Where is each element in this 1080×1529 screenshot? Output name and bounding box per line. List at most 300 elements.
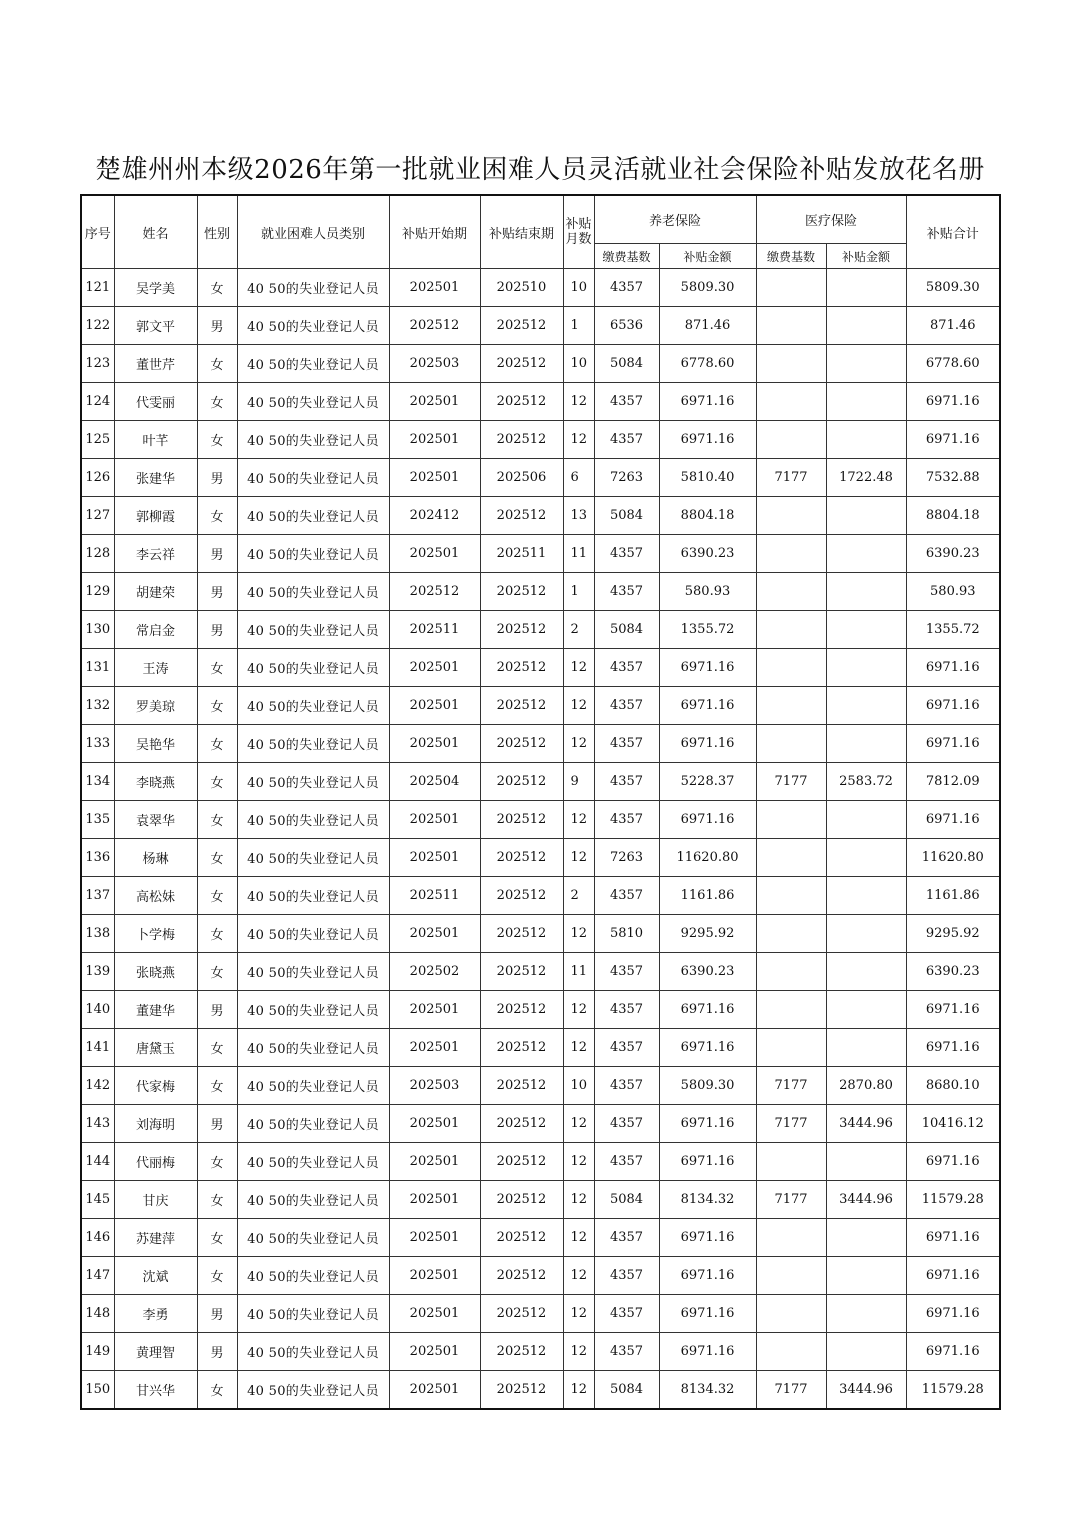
cell-pension-base: 4357 bbox=[594, 1029, 659, 1067]
table-row bbox=[81, 345, 1000, 383]
cell-name: 唐黛玉 bbox=[114, 1029, 197, 1067]
cell-months: 12 bbox=[563, 725, 594, 763]
header-months-line1: 补贴 bbox=[565, 217, 592, 232]
cell-total: 11620.80 bbox=[906, 839, 1000, 877]
cell-category: 40 50的失业登记人员 bbox=[237, 953, 389, 991]
cell-total: 11579.28 bbox=[906, 1371, 1000, 1410]
cell-pension-base: 4357 bbox=[594, 801, 659, 839]
cell-name: 高松妹 bbox=[114, 877, 197, 915]
cell-gender: 女 bbox=[197, 1257, 237, 1295]
cell-seq: 124 bbox=[81, 383, 114, 421]
cell-pension-base: 7263 bbox=[594, 459, 659, 497]
cell-seq: 148 bbox=[81, 1295, 114, 1333]
cell-pension-amount: 1355.72 bbox=[659, 611, 756, 649]
cell-end-period: 202512 bbox=[480, 839, 563, 877]
cell-start-period: 202501 bbox=[389, 801, 480, 839]
cell-total: 6971.16 bbox=[906, 991, 1000, 1029]
cell-months: 1 bbox=[563, 573, 594, 611]
cell-start-period: 202501 bbox=[389, 1029, 480, 1067]
cell-medical-amount bbox=[826, 269, 906, 307]
table-row bbox=[81, 1333, 1000, 1371]
cell-seq: 133 bbox=[81, 725, 114, 763]
header-name: 姓名 bbox=[114, 195, 197, 269]
cell-months: 12 bbox=[563, 991, 594, 1029]
cell-months: 2 bbox=[563, 611, 594, 649]
cell-pension-base: 4357 bbox=[594, 1143, 659, 1181]
header-pension-amount: 补贴金额 bbox=[659, 244, 756, 269]
cell-medical-amount bbox=[826, 1295, 906, 1333]
cell-medical-base bbox=[756, 269, 826, 307]
cell-medical-base bbox=[756, 649, 826, 687]
cell-pension-base: 5084 bbox=[594, 1371, 659, 1410]
cell-pension-base: 5084 bbox=[594, 345, 659, 383]
cell-category: 40 50的失业登记人员 bbox=[237, 421, 389, 459]
cell-end-period: 202511 bbox=[480, 535, 563, 573]
table-row bbox=[81, 459, 1000, 497]
cell-months: 12 bbox=[563, 839, 594, 877]
cell-start-period: 202501 bbox=[389, 915, 480, 953]
cell-pension-amount: 6971.16 bbox=[659, 801, 756, 839]
cell-pension-base: 4357 bbox=[594, 763, 659, 801]
cell-total: 11579.28 bbox=[906, 1181, 1000, 1219]
cell-gender: 女 bbox=[197, 763, 237, 801]
table-row bbox=[81, 1105, 1000, 1143]
cell-category: 40 50的失业登记人员 bbox=[237, 1143, 389, 1181]
cell-pension-base: 4357 bbox=[594, 535, 659, 573]
cell-medical-base bbox=[756, 1219, 826, 1257]
cell-start-period: 202501 bbox=[389, 1333, 480, 1371]
cell-medical-amount: 2870.80 bbox=[826, 1067, 906, 1105]
cell-pension-amount: 11620.80 bbox=[659, 839, 756, 877]
cell-category: 40 50的失业登记人员 bbox=[237, 877, 389, 915]
cell-seq: 129 bbox=[81, 573, 114, 611]
cell-gender: 男 bbox=[197, 611, 237, 649]
cell-months: 12 bbox=[563, 1143, 594, 1181]
table-row bbox=[81, 991, 1000, 1029]
header-medical-amount: 补贴金额 bbox=[826, 244, 906, 269]
cell-total: 1355.72 bbox=[906, 611, 1000, 649]
cell-seq: 140 bbox=[81, 991, 114, 1029]
table-row bbox=[81, 1219, 1000, 1257]
cell-seq: 150 bbox=[81, 1371, 114, 1410]
cell-total: 5809.30 bbox=[906, 269, 1000, 307]
cell-pension-base: 4357 bbox=[594, 1295, 659, 1333]
cell-total: 6971.16 bbox=[906, 1257, 1000, 1295]
cell-name: 甘兴华 bbox=[114, 1371, 197, 1410]
cell-gender: 女 bbox=[197, 1143, 237, 1181]
table-row bbox=[81, 1067, 1000, 1105]
cell-medical-amount: 3444.96 bbox=[826, 1105, 906, 1143]
cell-end-period: 202512 bbox=[480, 307, 563, 345]
cell-pension-amount: 6971.16 bbox=[659, 687, 756, 725]
cell-total: 6390.23 bbox=[906, 953, 1000, 991]
cell-name: 郭柳霞 bbox=[114, 497, 197, 535]
cell-end-period: 202512 bbox=[480, 421, 563, 459]
cell-medical-base bbox=[756, 307, 826, 345]
cell-total: 6971.16 bbox=[906, 801, 1000, 839]
cell-seq: 131 bbox=[81, 649, 114, 687]
table-row bbox=[81, 307, 1000, 345]
cell-end-period: 202512 bbox=[480, 801, 563, 839]
subsidy-roster-table bbox=[80, 194, 1001, 1410]
cell-name: 吴学美 bbox=[114, 269, 197, 307]
cell-start-period: 202502 bbox=[389, 953, 480, 991]
cell-pension-base: 4357 bbox=[594, 1067, 659, 1105]
cell-pension-amount: 6971.16 bbox=[659, 991, 756, 1029]
cell-name: 张晓燕 bbox=[114, 953, 197, 991]
cell-medical-amount: 3444.96 bbox=[826, 1181, 906, 1219]
cell-name: 郭文平 bbox=[114, 307, 197, 345]
cell-medical-amount bbox=[826, 801, 906, 839]
cell-name: 董世芹 bbox=[114, 345, 197, 383]
cell-gender: 男 bbox=[197, 573, 237, 611]
cell-medical-base: 7177 bbox=[756, 1105, 826, 1143]
cell-name: 罗美琼 bbox=[114, 687, 197, 725]
cell-gender: 女 bbox=[197, 1219, 237, 1257]
cell-pension-base: 5084 bbox=[594, 611, 659, 649]
cell-start-period: 202501 bbox=[389, 1105, 480, 1143]
cell-pension-base: 4357 bbox=[594, 421, 659, 459]
table-row bbox=[81, 649, 1000, 687]
cell-category: 40 50的失业登记人员 bbox=[237, 687, 389, 725]
cell-name: 代丽梅 bbox=[114, 1143, 197, 1181]
cell-start-period: 202512 bbox=[389, 307, 480, 345]
cell-medical-base bbox=[756, 1257, 826, 1295]
cell-end-period: 202512 bbox=[480, 1181, 563, 1219]
cell-pension-amount: 6971.16 bbox=[659, 421, 756, 459]
cell-medical-amount bbox=[826, 611, 906, 649]
cell-seq: 142 bbox=[81, 1067, 114, 1105]
cell-medical-base: 7177 bbox=[756, 1067, 826, 1105]
cell-months: 12 bbox=[563, 649, 594, 687]
cell-category: 40 50的失业登记人员 bbox=[237, 497, 389, 535]
cell-pension-base: 5084 bbox=[594, 1181, 659, 1219]
cell-months: 2 bbox=[563, 877, 594, 915]
cell-seq: 135 bbox=[81, 801, 114, 839]
cell-pension-base: 7263 bbox=[594, 839, 659, 877]
cell-pension-base: 4357 bbox=[594, 877, 659, 915]
cell-total: 580.93 bbox=[906, 573, 1000, 611]
cell-name: 苏建萍 bbox=[114, 1219, 197, 1257]
cell-category: 40 50的失业登记人员 bbox=[237, 725, 389, 763]
cell-gender: 女 bbox=[197, 383, 237, 421]
cell-category: 40 50的失业登记人员 bbox=[237, 801, 389, 839]
cell-start-period: 202501 bbox=[389, 1181, 480, 1219]
cell-pension-amount: 6390.23 bbox=[659, 535, 756, 573]
cell-medical-amount bbox=[826, 687, 906, 725]
cell-seq: 126 bbox=[81, 459, 114, 497]
cell-months: 11 bbox=[563, 535, 594, 573]
cell-seq: 122 bbox=[81, 307, 114, 345]
cell-name: 叶芊 bbox=[114, 421, 197, 459]
cell-category: 40 50的失业登记人员 bbox=[237, 1371, 389, 1410]
cell-medical-base bbox=[756, 839, 826, 877]
cell-category: 40 50的失业登记人员 bbox=[237, 649, 389, 687]
cell-total: 7532.88 bbox=[906, 459, 1000, 497]
cell-gender: 男 bbox=[197, 1295, 237, 1333]
cell-medical-base bbox=[756, 1295, 826, 1333]
cell-start-period: 202501 bbox=[389, 1257, 480, 1295]
cell-gender: 男 bbox=[197, 991, 237, 1029]
cell-gender: 男 bbox=[197, 535, 237, 573]
cell-medical-amount bbox=[826, 1257, 906, 1295]
table-row bbox=[81, 1371, 1000, 1410]
cell-medical-base bbox=[756, 725, 826, 763]
cell-pension-amount: 6971.16 bbox=[659, 1143, 756, 1181]
cell-seq: 141 bbox=[81, 1029, 114, 1067]
cell-name: 甘庆 bbox=[114, 1181, 197, 1219]
cell-medical-base bbox=[756, 1029, 826, 1067]
cell-category: 40 50的失业登记人员 bbox=[237, 611, 389, 649]
cell-pension-base: 5810 bbox=[594, 915, 659, 953]
cell-total: 6971.16 bbox=[906, 1333, 1000, 1371]
cell-pension-amount: 6390.23 bbox=[659, 953, 756, 991]
cell-medical-base bbox=[756, 573, 826, 611]
header-gender: 性别 bbox=[197, 195, 237, 269]
cell-seq: 138 bbox=[81, 915, 114, 953]
cell-total: 6971.16 bbox=[906, 1219, 1000, 1257]
cell-start-period: 202501 bbox=[389, 1295, 480, 1333]
cell-seq: 130 bbox=[81, 611, 114, 649]
table-row bbox=[81, 725, 1000, 763]
cell-medical-base bbox=[756, 991, 826, 1029]
cell-months: 10 bbox=[563, 1067, 594, 1105]
cell-pension-amount: 6971.16 bbox=[659, 1029, 756, 1067]
cell-name: 李云祥 bbox=[114, 535, 197, 573]
table-row bbox=[81, 801, 1000, 839]
cell-months: 13 bbox=[563, 497, 594, 535]
cell-end-period: 202512 bbox=[480, 649, 563, 687]
cell-pension-base: 4357 bbox=[594, 953, 659, 991]
cell-start-period: 202503 bbox=[389, 1067, 480, 1105]
table-row bbox=[81, 1029, 1000, 1067]
cell-end-period: 202512 bbox=[480, 1333, 563, 1371]
header-medical-base: 缴费基数 bbox=[756, 244, 826, 269]
cell-name: 胡建荣 bbox=[114, 573, 197, 611]
cell-pension-amount: 6971.16 bbox=[659, 383, 756, 421]
cell-start-period: 202501 bbox=[389, 725, 480, 763]
cell-medical-amount bbox=[826, 497, 906, 535]
cell-gender: 女 bbox=[197, 839, 237, 877]
cell-gender: 男 bbox=[197, 459, 237, 497]
cell-start-period: 202501 bbox=[389, 649, 480, 687]
cell-medical-base bbox=[756, 1333, 826, 1371]
cell-pension-amount: 5809.30 bbox=[659, 1067, 756, 1105]
cell-pension-amount: 8134.32 bbox=[659, 1181, 756, 1219]
cell-medical-amount bbox=[826, 383, 906, 421]
cell-pension-amount: 5809.30 bbox=[659, 269, 756, 307]
cell-start-period: 202511 bbox=[389, 611, 480, 649]
cell-months: 12 bbox=[563, 383, 594, 421]
cell-pension-base: 6536 bbox=[594, 307, 659, 345]
cell-medical-base bbox=[756, 535, 826, 573]
cell-total: 8680.10 bbox=[906, 1067, 1000, 1105]
cell-medical-base bbox=[756, 611, 826, 649]
cell-name: 李勇 bbox=[114, 1295, 197, 1333]
cell-months: 10 bbox=[563, 345, 594, 383]
cell-pension-amount: 6971.16 bbox=[659, 1257, 756, 1295]
cell-end-period: 202512 bbox=[480, 687, 563, 725]
cell-total: 6971.16 bbox=[906, 1295, 1000, 1333]
cell-seq: 143 bbox=[81, 1105, 114, 1143]
cell-end-period: 202512 bbox=[480, 915, 563, 953]
cell-gender: 女 bbox=[197, 877, 237, 915]
cell-total: 6778.60 bbox=[906, 345, 1000, 383]
cell-months: 12 bbox=[563, 1029, 594, 1067]
cell-category: 40 50的失业登记人员 bbox=[237, 1105, 389, 1143]
cell-pension-amount: 1161.86 bbox=[659, 877, 756, 915]
cell-start-period: 202511 bbox=[389, 877, 480, 915]
cell-medical-base bbox=[756, 801, 826, 839]
cell-pension-base: 4357 bbox=[594, 725, 659, 763]
table-header bbox=[81, 195, 1000, 269]
cell-name: 常启金 bbox=[114, 611, 197, 649]
cell-end-period: 202512 bbox=[480, 611, 563, 649]
cell-total: 10416.12 bbox=[906, 1105, 1000, 1143]
cell-seq: 134 bbox=[81, 763, 114, 801]
cell-start-period: 202512 bbox=[389, 573, 480, 611]
cell-months: 1 bbox=[563, 307, 594, 345]
cell-category: 40 50的失业登记人员 bbox=[237, 1257, 389, 1295]
table-body bbox=[81, 269, 1000, 1410]
cell-pension-base: 4357 bbox=[594, 1105, 659, 1143]
cell-gender: 女 bbox=[197, 915, 237, 953]
table-row bbox=[81, 953, 1000, 991]
cell-category: 40 50的失业登记人员 bbox=[237, 459, 389, 497]
cell-pension-amount: 6971.16 bbox=[659, 649, 756, 687]
cell-name: 王涛 bbox=[114, 649, 197, 687]
cell-start-period: 202501 bbox=[389, 383, 480, 421]
cell-end-period: 202512 bbox=[480, 497, 563, 535]
cell-name: 代家梅 bbox=[114, 1067, 197, 1105]
cell-months: 12 bbox=[563, 1219, 594, 1257]
cell-months: 12 bbox=[563, 1181, 594, 1219]
cell-end-period: 202512 bbox=[480, 1371, 563, 1410]
table-row bbox=[81, 687, 1000, 725]
cell-seq: 147 bbox=[81, 1257, 114, 1295]
cell-pension-amount: 5810.40 bbox=[659, 459, 756, 497]
header-total: 补贴合计 bbox=[906, 195, 1000, 269]
cell-months: 10 bbox=[563, 269, 594, 307]
table-row bbox=[81, 1257, 1000, 1295]
table-row bbox=[81, 1181, 1000, 1219]
cell-total: 6971.16 bbox=[906, 687, 1000, 725]
cell-total: 1161.86 bbox=[906, 877, 1000, 915]
cell-medical-base bbox=[756, 877, 826, 915]
cell-months: 12 bbox=[563, 1105, 594, 1143]
cell-medical-amount bbox=[826, 345, 906, 383]
cell-category: 40 50的失业登记人员 bbox=[237, 573, 389, 611]
cell-pension-base: 4357 bbox=[594, 649, 659, 687]
cell-category: 40 50的失业登记人员 bbox=[237, 1181, 389, 1219]
cell-medical-amount bbox=[826, 535, 906, 573]
cell-seq: 144 bbox=[81, 1143, 114, 1181]
cell-total: 6971.16 bbox=[906, 725, 1000, 763]
cell-medical-base bbox=[756, 687, 826, 725]
cell-medical-base: 7177 bbox=[756, 763, 826, 801]
cell-months: 12 bbox=[563, 801, 594, 839]
cell-category: 40 50的失业登记人员 bbox=[237, 1295, 389, 1333]
header-medical: 医疗保险 bbox=[756, 195, 906, 244]
cell-pension-amount: 580.93 bbox=[659, 573, 756, 611]
cell-category: 40 50的失业登记人员 bbox=[237, 1029, 389, 1067]
cell-medical-base: 7177 bbox=[756, 1371, 826, 1410]
cell-total: 871.46 bbox=[906, 307, 1000, 345]
cell-total: 6390.23 bbox=[906, 535, 1000, 573]
cell-months: 11 bbox=[563, 953, 594, 991]
cell-seq: 132 bbox=[81, 687, 114, 725]
cell-name: 李晓燕 bbox=[114, 763, 197, 801]
cell-medical-amount bbox=[826, 1219, 906, 1257]
cell-medical-amount bbox=[826, 1333, 906, 1371]
cell-gender: 女 bbox=[197, 1067, 237, 1105]
cell-pension-amount: 6778.60 bbox=[659, 345, 756, 383]
cell-medical-base bbox=[756, 953, 826, 991]
cell-category: 40 50的失业登记人员 bbox=[237, 1219, 389, 1257]
cell-name: 卜学梅 bbox=[114, 915, 197, 953]
cell-total: 6971.16 bbox=[906, 1029, 1000, 1067]
cell-end-period: 202512 bbox=[480, 345, 563, 383]
header-pension: 养老保险 bbox=[594, 195, 756, 244]
cell-end-period: 202512 bbox=[480, 383, 563, 421]
cell-pension-base: 4357 bbox=[594, 383, 659, 421]
cell-start-period: 202501 bbox=[389, 269, 480, 307]
table-row bbox=[81, 1295, 1000, 1333]
cell-name: 黄理智 bbox=[114, 1333, 197, 1371]
cell-category: 40 50的失业登记人员 bbox=[237, 991, 389, 1029]
cell-seq: 139 bbox=[81, 953, 114, 991]
cell-pension-amount: 6971.16 bbox=[659, 1333, 756, 1371]
header-pension-base: 缴费基数 bbox=[594, 244, 659, 269]
cell-medical-base bbox=[756, 345, 826, 383]
cell-seq: 136 bbox=[81, 839, 114, 877]
cell-category: 40 50的失业登记人员 bbox=[237, 535, 389, 573]
cell-end-period: 202512 bbox=[480, 763, 563, 801]
cell-category: 40 50的失业登记人员 bbox=[237, 1333, 389, 1371]
table-row bbox=[81, 269, 1000, 307]
cell-pension-base: 4357 bbox=[594, 573, 659, 611]
cell-total: 6971.16 bbox=[906, 1143, 1000, 1181]
cell-pension-amount: 5228.37 bbox=[659, 763, 756, 801]
cell-gender: 女 bbox=[197, 1371, 237, 1410]
cell-medical-base bbox=[756, 915, 826, 953]
cell-start-period: 202501 bbox=[389, 687, 480, 725]
cell-start-period: 202501 bbox=[389, 421, 480, 459]
cell-seq: 137 bbox=[81, 877, 114, 915]
cell-end-period: 202512 bbox=[480, 1219, 563, 1257]
cell-gender: 女 bbox=[197, 1181, 237, 1219]
cell-gender: 女 bbox=[197, 953, 237, 991]
cell-seq: 127 bbox=[81, 497, 114, 535]
cell-end-period: 202512 bbox=[480, 991, 563, 1029]
table-row bbox=[81, 573, 1000, 611]
cell-pension-base: 4357 bbox=[594, 1219, 659, 1257]
cell-end-period: 202512 bbox=[480, 953, 563, 991]
cell-category: 40 50的失业登记人员 bbox=[237, 345, 389, 383]
cell-start-period: 202501 bbox=[389, 1143, 480, 1181]
cell-start-period: 202501 bbox=[389, 535, 480, 573]
cell-start-period: 202501 bbox=[389, 1219, 480, 1257]
cell-name: 代雯丽 bbox=[114, 383, 197, 421]
cell-months: 12 bbox=[563, 1333, 594, 1371]
cell-pension-amount: 8134.32 bbox=[659, 1371, 756, 1410]
cell-medical-amount: 2583.72 bbox=[826, 763, 906, 801]
cell-start-period: 202501 bbox=[389, 839, 480, 877]
cell-seq: 125 bbox=[81, 421, 114, 459]
cell-category: 40 50的失业登记人员 bbox=[237, 383, 389, 421]
cell-seq: 146 bbox=[81, 1219, 114, 1257]
cell-medical-base bbox=[756, 383, 826, 421]
